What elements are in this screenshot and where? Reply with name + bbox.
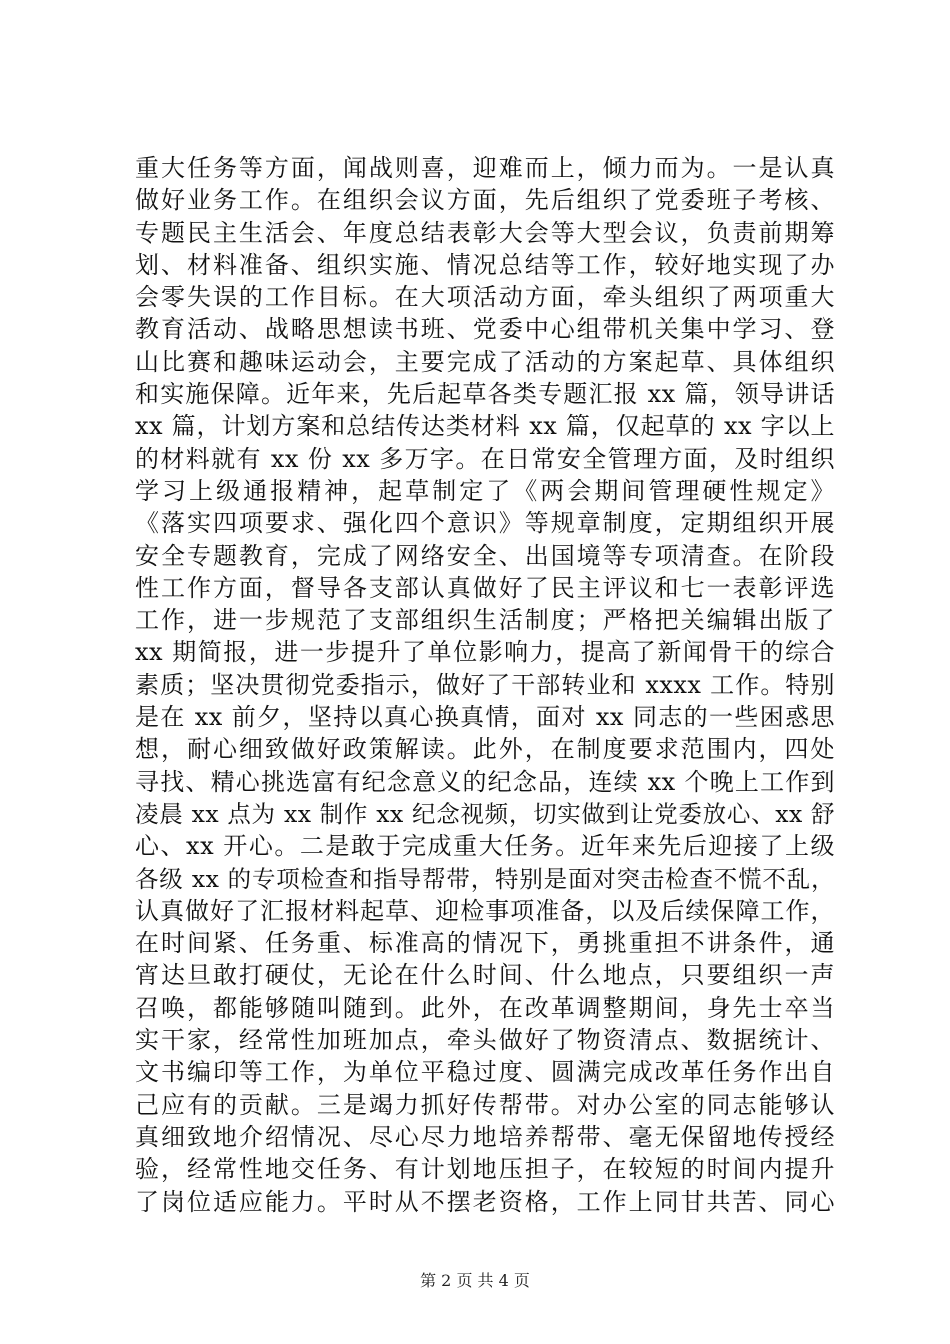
- text-line: 专题民主生活会、年度总结表彰大会等大型会议，负责前期筹: [135, 218, 835, 247]
- text-line: 会零失误的工作目标。在大项活动方面，牵头组织了两项重大: [135, 283, 835, 312]
- text-line: xx 篇，计划方案和总结传达类材料 xx 篇，仅起草的 xx 字以上: [135, 412, 835, 441]
- text-line: 山比赛和趣味运动会，主要完成了活动的方案起草、具体组织: [135, 347, 835, 376]
- text-line: 了岗位适应能力。平时从不摆老资格，工作上同甘共苦、同心: [135, 1187, 835, 1216]
- text-line: 的材料就有 xx 份 xx 多万字。在日常安全管理方面，及时组织: [135, 444, 835, 473]
- text-line: xx 期简报，进一步提升了单位影响力，提高了新闻骨干的综合: [135, 638, 835, 667]
- body-paragraph: [135, 152, 835, 1218]
- text-line: 心、xx 开心。二是敢于完成重大任务。近年来先后迎接了上级: [135, 832, 835, 861]
- text-line: 教育活动、战略思想读书班、党委中心组带机关集中学习、登: [135, 315, 835, 344]
- text-line: 认真做好了汇报材料起草、迎检事项准备，以及后续保障工作，: [135, 896, 835, 925]
- text-line: 《落实四项要求、强化四个意识》等规章制度，定期组织开展: [135, 509, 835, 538]
- text-line: 工作，进一步规范了支部组织生活制度；严格把关编辑出版了: [135, 606, 835, 635]
- text-line: 划、材料准备、组织实施、情况总结等工作，较好地实现了办: [135, 250, 835, 279]
- text-line: 宵达旦敢打硬仗，无论在什么时间、什么地点，只要组织一声: [135, 961, 835, 990]
- text-line: 想，耐心细致做好政策解读。此外，在制度要求范围内，四处: [135, 735, 835, 764]
- text-line: 性工作方面，督导各支部认真做好了民主评议和七一表彰评选: [135, 573, 835, 602]
- text-line: 是在 xx 前夕，坚持以真心换真情，面对 xx 同志的一些困惑思: [135, 703, 835, 732]
- text-line: 召唤，都能够随叫随到。此外，在改革调整期间，身先士卒当: [135, 993, 835, 1022]
- text-line: 寻找、精心挑选富有纪念意义的纪念品，连续 xx 个晚上工作到: [135, 767, 835, 796]
- text-line: 己应有的贡献。三是竭力抓好传帮带。对办公室的同志能够认: [135, 1090, 835, 1119]
- text-line: 验，经常性地交任务、有计划地压担子，在较短的时间内提升: [135, 1155, 835, 1184]
- text-line: 真细致地介绍情况、尽心尽力地培养帮带、毫无保留地传授经: [135, 1122, 835, 1151]
- text-line: 凌晨 xx 点为 xx 制作 xx 纪念视频，切实做到让党委放心、xx 舒: [135, 799, 835, 828]
- text-line: 各级 xx 的专项检查和指导帮带，特别是面对突击检查不慌不乱，: [135, 864, 835, 893]
- text-line: 做好业务工作。在组织会议方面，先后组织了党委班子考核、: [135, 186, 835, 215]
- text-line: 安全专题教育，完成了网络安全、出国境等专项清查。在阶段: [135, 541, 835, 570]
- text-line: 和实施保障。近年来，先后起草各类专题汇报 xx 篇，领导讲话: [135, 380, 835, 409]
- text-line: 重大任务等方面，闻战则喜，迎难而上，倾力而为。一是认真: [135, 154, 835, 182]
- text-line: 学习上级通报精神，起草制定了《两会期间管理硬性规定》: [135, 476, 835, 505]
- page-number-footer: 第 2 页 共 4 页: [420, 1271, 530, 1290]
- text-line: 实干家，经常性加班加点，牵头做好了物资清点、数据统计、: [135, 1026, 835, 1055]
- text-line: 文书编印等工作，为单位平稳过度、圆满完成改革任务作出自: [135, 1058, 835, 1087]
- text-line: 素质；坚决贯彻党委指示，做好了干部转业和 xxxx 工作。特别: [135, 670, 835, 699]
- text-line: 在时间紧、任务重、标准高的情况下，勇挑重担不讲条件，通: [135, 929, 835, 958]
